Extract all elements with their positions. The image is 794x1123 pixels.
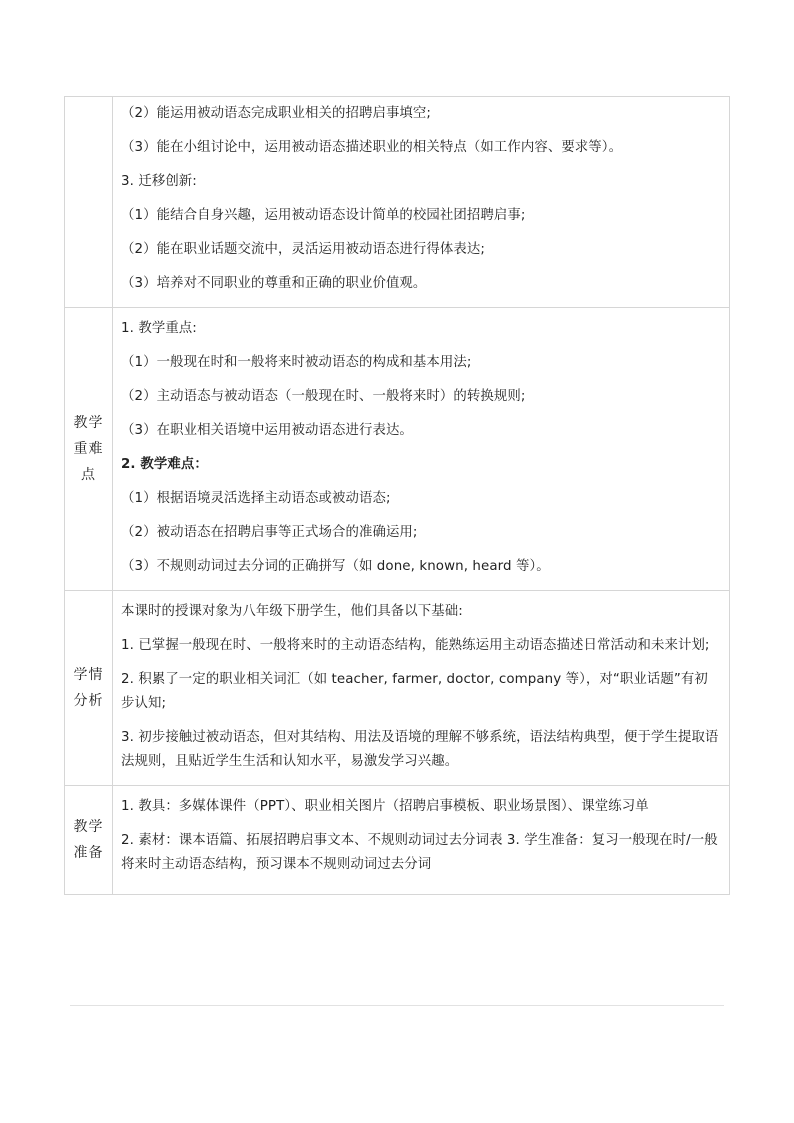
preparation-item: 1. 教具：多媒体课件（PPT）、职业相关图片（招聘启事模板、职业场景图）、课堂练习单 <box>121 799 649 814</box>
analysis-item: 1. 已掌握一般现在时、一般将来时的主动语态结构，能熟练运用主动语态描述日常活动和未来计划; <box>121 638 710 653</box>
key-points-label: 教学重难点 <box>73 415 104 483</box>
difficult-point-item: （2）被动语态在招聘启事等正式场合的准确运用; <box>121 525 418 540</box>
row-label-empty <box>65 97 113 308</box>
key-points-content <box>113 308 730 591</box>
objective-line: （2）能运用被动语态完成职业相关的招聘启事填空; <box>121 106 432 121</box>
table-row-objectives <box>65 97 730 308</box>
page-bottom-divider <box>70 1005 724 1006</box>
objective-line: （3）能在小组讨论中，运用被动语态描述职业的相关特点（如工作内容、要求等）。 <box>121 140 623 155</box>
analysis-item: 3. 初步接触过被动语态，但对其结构、用法及语境的理解不够系统，语法结构典型，便于学生提取语法规则，且贴近学生生活和认知水平，易激发学习兴趣。 <box>121 730 719 769</box>
row-label-analysis <box>65 591 113 786</box>
row-label-key-points <box>65 308 113 591</box>
key-points-heading: 1. 教学重点: <box>121 321 197 336</box>
objective-heading: 3. 迁移创新: <box>121 174 197 189</box>
analysis-content <box>113 591 730 786</box>
objective-line: （2）能在职业话题交流中，灵活运用被动语态进行得体表达; <box>121 242 485 257</box>
analysis-item: 2. 积累了一定的职业相关词汇（如 teacher, farmer, doctor, company 等），对“职业话题”有初步认知; <box>121 672 708 711</box>
preparation-content <box>113 786 730 895</box>
objectives-content <box>113 97 730 308</box>
preparation-item: 2. 素材：课本语篇、拓展招聘启事文本、不规则动词过去分词表 3. 学生准备：复习一般现在时/一般将来时主动语态结构，预习课本不规则动词过去分词 <box>121 833 718 872</box>
objective-line: （3）培养对不同职业的尊重和正确的职业价值观。 <box>121 276 427 291</box>
lesson-plan-table <box>64 96 730 895</box>
table-row-key-points <box>65 308 730 591</box>
difficult-points-heading: 2. 教学难点： <box>121 457 208 472</box>
table-row-preparation <box>65 786 730 895</box>
key-point-item: （3）在职业相关语境中运用被动语态进行表达。 <box>121 423 413 438</box>
table-row-analysis <box>65 591 730 786</box>
analysis-intro: 本课时的授课对象为八年级下册学生，他们具备以下基础: <box>121 604 463 619</box>
row-label-preparation <box>65 786 113 895</box>
difficult-point-item: （1）根据语境灵活选择主动语态或被动语态; <box>121 491 391 506</box>
key-point-item: （2）主动语态与被动语态（一般现在时、一般将来时）的转换规则; <box>121 389 526 404</box>
preparation-label: 教学准备 <box>73 819 104 861</box>
analysis-label: 学情分析 <box>73 667 104 709</box>
difficult-point-item: （3）不规则动词过去分词的正确拼写（如 done, known, heard 等）。 <box>121 559 550 574</box>
key-point-item: （1）一般现在时和一般将来时被动语态的构成和基本用法; <box>121 355 472 370</box>
objective-line: （1）能结合自身兴趣，运用被动语态设计简单的校园社团招聘启事; <box>121 208 526 223</box>
